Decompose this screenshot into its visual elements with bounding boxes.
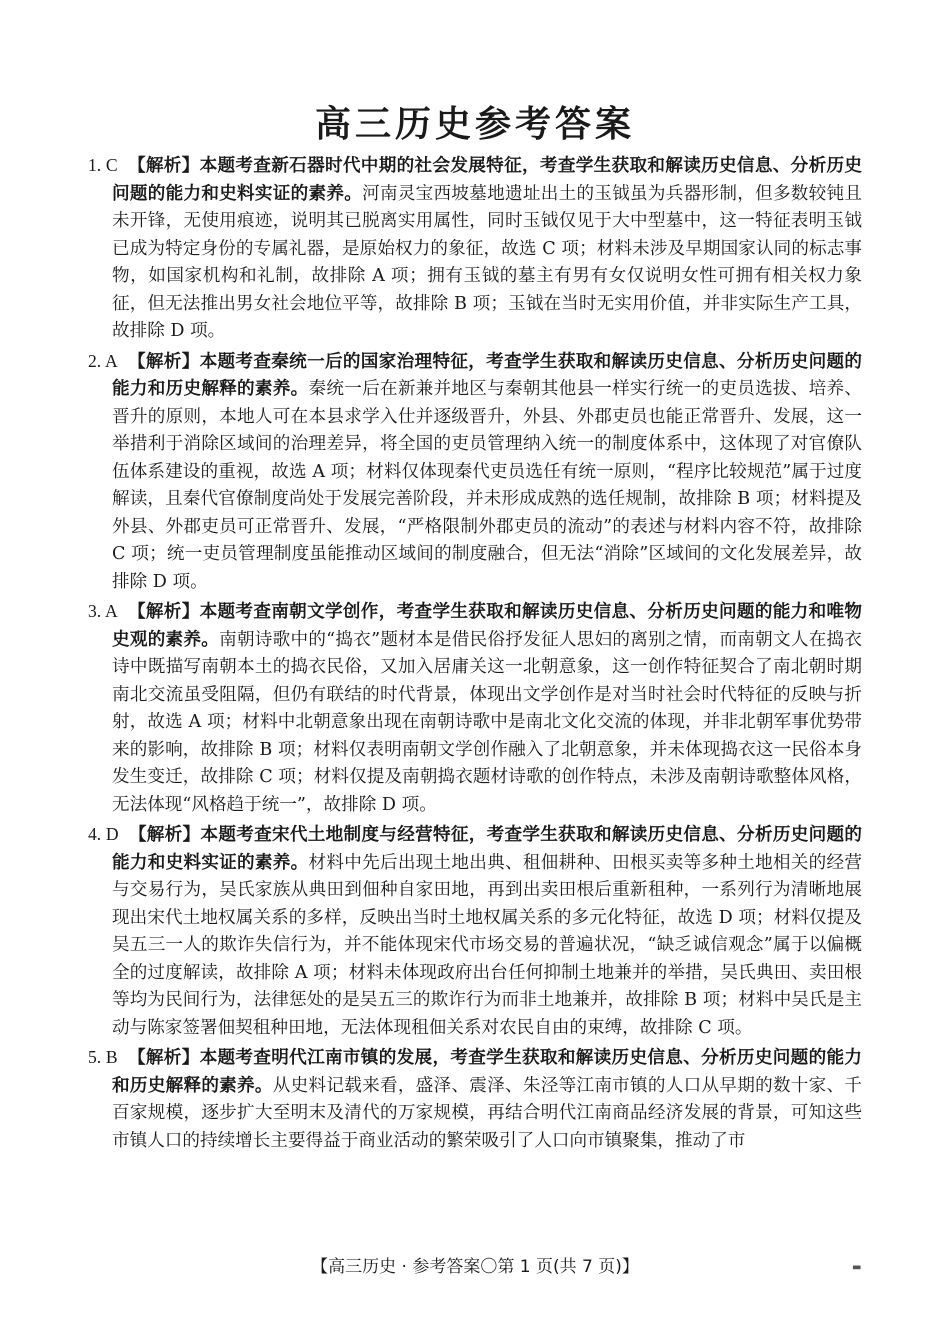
page-footer: 【高三历史 · 参考答案〇第 1 页(共 7 页)】 bbox=[311, 1257, 639, 1277]
answer-number: 2. A bbox=[88, 350, 118, 371]
answer-item-2 bbox=[88, 348, 862, 597]
answer-number: 1. C bbox=[88, 155, 118, 175]
answer-number: 4. D bbox=[88, 824, 119, 844]
corner-mark: ▬ bbox=[852, 1262, 862, 1273]
answer-number: 5. B bbox=[88, 1047, 118, 1067]
answer-lead: 【解析】本题考查南朝文学创作，考查学生获取和解读历史信息、分析历史问题的能力和唯物史观的素养。 bbox=[112, 602, 862, 650]
answer-number: 3. A bbox=[88, 601, 118, 621]
page-title: 高三历史参考答案 bbox=[314, 104, 635, 145]
answer-lead: 【解析】本题考查宋代土地制度与经营特征，考查学生获取和解读历史信息、分析历史问题的能力和史料实证的素养。 bbox=[112, 825, 862, 873]
answer-body: 材料中先后出现土地出典、租佃耕种、田根买卖等多种土地相关的经营与交易行为，吴氏家族从典田到佃种自家田地，再到出卖田根后重新租种，一系列行为清晰地展现出宋代土地权属关系的多样，反映出当时土地权属关系的多元化特征，故选 D 项；材料仅提及吴五三一人的欺诈失信行为，并不能体现宋代市场交易的普遍状况，“缺乏诚信观念”属于以偏概全的过度解读，故排除 A 项；材料未体现政府出台任何抑制土地兼并的举措，吴氏典田、卖田根等均为民间行为，法律惩处的是吴五三的欺诈行为而非土地兼并，故排除 B 项；材料中吴氏是主动与陈家签署佃契租种田地，无法体现租佃关系对农民自由的束缚，故排除 C 项。 bbox=[112, 852, 862, 1038]
answer-body: 从史料记载来看，盛泽、震泽、朱泾等江南市镇的人口从早期的数十家、千百家规模，逐步扩大至明末及清代的万家规模，再结合明代江南商品经济发展的背景，可知这些市镇人口的持续增长主要得益于商业活动的繁荣吸引了人口向市镇聚集，推动了市 bbox=[112, 1075, 862, 1151]
answer-body: 河南灵宝西坡墓地遗址出土的玉钺虽为兵器形制，但多数较钝且未开锋，无使用痕迹，说明其已脱离实用属性，同时玉钺仅见于大中型墓中，这一特征表明玉钺已成为特定身份的专属礼器，是原始权力的象征，故选 C 项；材料未涉及早期国家认同的标志事物，如国家机构和礼制，故排除 A 项；拥有玉钺的墓主有男有女仅说明女性可拥有相关权力象征，但无法推出男女社会地位平等，故排除 B 项；玉钺在当时无实用价值，并非实际生产工具，故排除 D 项。 bbox=[112, 183, 862, 341]
answer-lead: 【解析】本题考查秦统一后的国家治理特征，考查学生获取和解读历史信息、分析历史问题的能力和历史解释的素养。 bbox=[112, 351, 862, 399]
answer-item-1 bbox=[88, 152, 862, 346]
answer-item-5 bbox=[88, 1044, 862, 1155]
answer-body: 南朝诗歌中的“捣衣”题材本是借民俗抒发征人思妇的离别之情，而南朝文人在捣衣诗中既描写南朝本土的捣衣民俗，又加入居庸关这一北朝意象，这一创作特征契合了南北朝时期南北交流虽受阻隔，但仍有联结的时代背景，体现出文学创作是对当时社会时代特征的反映与折射，故选 A 项；材料中北朝意象出现在南朝诗歌中是南北文化交流的体现，并非北朝军事优势带来的影响，故排除 B 项；材料仅表明南朝文学创作融入了北朝意象，并未体现捣衣这一民俗本身发生变迁，故排除 C 项；材料仅提及南朝捣衣题材诗歌的创作特点，未涉及南朝诗歌整体风格，无法体现“风格趋于统一”，故排除 D 项。 bbox=[112, 629, 862, 815]
answer-body: 秦统一后在新兼并地区与秦朝其他县一样实行统一的吏员选拔、培养、晋升的原则，本地人可在本县求学入仕并逐级晋升，外县、外郡吏员也能正常晋升、发展，这一举措利于消除区域间的治理差异，将全国的吏员管理纳入统一的制度体系中，这体现了对官僚队伍体系建设的重视，故选 A 项；材料仅体现秦代吏员选任有统一原则，“程序比较规范”属于过度解读，且秦代官僚制度尚处于发展完善阶段，并未形成成熟的选任规制，故排除 B 项；材料提及外县、外郡吏员可正常晋升、发展，“严格限制外郡吏员的流动”的表述与材料内容不符，故排除 C 项；统一吏员管理制度虽能推动区域间的制度融合，但无法“消除”区域间的文化发展差异，故排除 D 项。 bbox=[112, 379, 862, 592]
answer-item-4 bbox=[88, 821, 862, 1042]
answers-list bbox=[88, 152, 862, 1157]
answer-lead: 【解析】本题考查明代江南市镇的发展，考查学生获取和解读历史信息、分析历史问题的能力和历史解释的素养。 bbox=[112, 1048, 862, 1096]
answer-item-3 bbox=[88, 598, 862, 819]
answer-lead: 【解析】本题考查新石器时代中期的社会发展特征，考查学生获取和解读历史信息、分析历史问题的能力和史料实证的素养。 bbox=[112, 156, 862, 204]
